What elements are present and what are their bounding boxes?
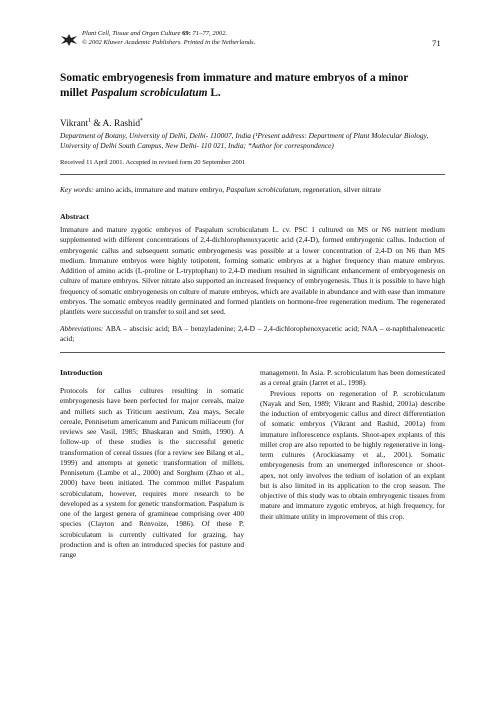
title-line-1: Somatic embryogenesis from immature and mature embryos of a minor (60, 72, 409, 84)
abbreviations: Abbreviations: ABA – abscisic acid; BA – benzyladenine; 2,4-D – 2,4-dichlorophenoxyacetic acid; NAA – α-naphthaleneacetic acid; (60, 324, 445, 344)
intro-right-column (260, 368, 445, 522)
intro-paragraph-1-cont: management. In Asia. P. scrobiculatum has been domesticated as a cereal grain (Jarret et al., 1998). (260, 368, 445, 388)
journal-pages: 71–77, 2002. (192, 30, 228, 37)
publisher-logo-icon (60, 33, 78, 47)
introduction-heading: Introduction (60, 368, 103, 377)
divider-bottom (60, 352, 445, 353)
keywords: Key words: amino acids, immature and mature embryo, Paspalum scrobiculatum, regeneration, silver nitrate (60, 185, 381, 194)
received-dates: Received 11 April 2001. Accepted in revised form 20 September 2001 (60, 159, 246, 166)
intro-paragraph-1: Protocols for callus cultures resulting in somatic embryogenesis have been perfected for major cereals, maize and millets such as Triticum aestivum, Zea mays, Secale cereale, Pennisetum americanum and Panicum miliaceum (for reviews see Vasil, 1985; Bhaskaran and Smith, 1990). A follow-up of these studies is the successful genetic transformation of cereal tissues (for a review see Bilang et al., 1999) and attempts at genetic transformation of millets, Pennisetum (Lambe et al., 2000) and Sorghum (Zhao et al., 2000) have been initiated. The common millet Paspalum scrobiculatum, however, requires more research to be developed as a system for genetic transformation. Paspalum is one of the largest genera of gramineae comprising over 400 species (Clayton and Renvoize, 1986). Of these P. scrobiculatum is currently cultivated for grazing, hay production and is often an introduced species for pasture and range (60, 386, 244, 559)
abstract-body: Immature and mature zygotic embryos of Paspalum scrobiculatum L. cv. PSC 1 cultured on MS or N6 nutrient medium supplemented with different concentrations of 2,4-dichlorophenoxyacetic acid (2,4-D), formed embryogenic callus. Induction of embryogenic callus and subsequent somatic embryogenesis was possible at a lower concentration of 2,4-D on N6 than MS medium. Immature embryos were highly totipotent, forming somatic embryos at a higher frequency than mature embryos. Addition of amino acids (L-proline or L-tryptophan) to 2,4-D medium resulted in significant enhancement of embryogenesis on culture of mature embryos. Silver nitrate also supported an increased frequency of embryogenesis. Thus it is possible to have high frequency of somatic embryogenesis on culture of mature embryos, which are available in abundance and with ease than immature embryos. The somatic embryos readily germinated and formed plantlets on hormone-free regeneration medium. The regenerated plantlets were successful on transfer to soil and set seed. (60, 225, 445, 316)
affiliation: Department of Botany, University of Delhi, Delhi- 110007, India (¹Present address: Department of Plant Molecular Biology, University of Delhi South Campus, New Delhi- 110 021, India; *Author for correspondence) (60, 131, 429, 151)
article-title (60, 71, 445, 100)
author-rashid: & A. Rashid (91, 119, 141, 130)
author-vikrant: Vikrant (60, 119, 89, 130)
journal-name: Plant Cell, Tissue and Organ Culture (82, 30, 181, 37)
page-number: 71 (432, 38, 441, 48)
journal-volume: 69: (182, 30, 191, 37)
title-line-2: millet Paspalum scrobiculatum L. (60, 86, 221, 99)
intro-left-column (60, 386, 244, 560)
intro-paragraph-2: Previous reports on regeneration of P. scrobiculatum (Nayak and Sen, 1989; Vikrant and Rashid, 2001a) describe the induction of embryogenic callus and direct differentiation of somatic embryos (Vikrant and Rashid, 2001a) from immature inflorescence explants. Shoot-apex explants of this millet crop are also reported to be highly regenerative in long-term cultures (Arockiasamy et al., 2001). Somatic embryogenesis from an unemerged inflorescence or shoot-apex, not only involves the tedium of isolation of an explant but is also limited in its application to the crop season. The objective of this study was to obtain embryogenic tissues from mature and immature zygotic embryos, at high frequency, for their ultimate utility in improvement of this crop. (260, 388, 445, 521)
author-list: Vikrant$^1$ & A. Rashid* (60, 118, 144, 130)
copyright-line: © 2002 Kluwer Academic Publishers. Printed in the Netherlands. (82, 38, 256, 46)
divider-top (60, 174, 445, 175)
journal-header (82, 30, 255, 47)
abstract-heading: Abstract (60, 212, 90, 221)
